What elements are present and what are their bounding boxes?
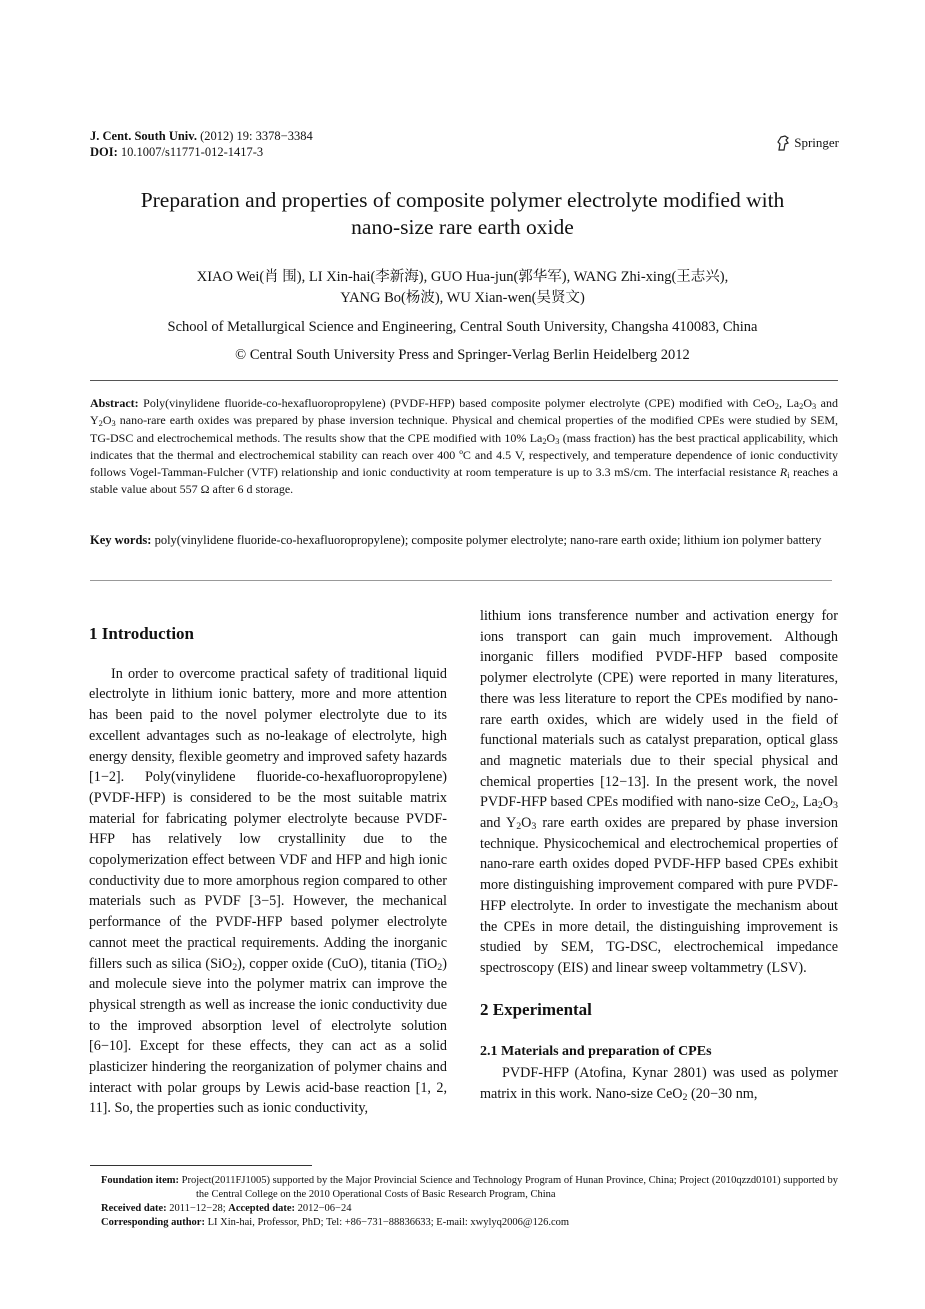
- foundation-item: [101, 1174, 838, 1202]
- keywords: [90, 531, 838, 549]
- paper-title: [60, 187, 865, 241]
- abstract-text: O: [546, 430, 556, 445]
- received-label: Received date:: [101, 1203, 167, 1214]
- divider-top: [90, 380, 838, 381]
- footnote-rule: [90, 1165, 312, 1166]
- subscript: 3: [111, 419, 116, 429]
- subscript: 3: [833, 800, 839, 812]
- paragraph-text: In order to overcome practical safety of traditional liquid electrolyte in lithium ionic battery, more and more attention has been paid to the novel polymer electrolyte due to its excellent advantages such as no-leakage of electrolyte, high energy density, flexible geometry and improved safety hazards [1−2]. Poly(vinylidene fluoride-co-hexafluoropropylene) (PVDF-HFP) is considered to be the most suitable matrix material for fabricating polymer electrolyte because PVDF-HFP has relatively low crystallinity due to the copolymerization effect between VDF and HFP and high ionic conductivity due to more amorphous region compared to other materials such as PVDF [3−5]. However, the mechanical performance of the PVDF-HFP based polymer electrolyte cannot meet the practical requirements. Adding the inorganic fillers such as silica (SiO: [89, 665, 447, 972]
- abstract: [90, 395, 838, 499]
- journal-header: [90, 128, 313, 160]
- paragraph-text: ) and molecule sieve into the polymer matrix can improve the physical strength as well as increase the ionic conductivity due to the improved absorption level of electrolyte solution [6−10]. Except for these effects, they can act as a solid plasticizer hindering the reorganization of polymer chains and interact with polar groups by Lewis acid-base reaction [1, 2, 11]. So, the properties such as ionic conductivity,: [89, 955, 447, 1117]
- abstract-text: , La: [778, 396, 800, 410]
- paragraph-text: lithium ions transference number and activation energy for ions transport can gain much improvement. Although inorganic fillers modified PVDF-HFP based composite polymer electrolyte (CPE) were reported in many literatures, there was less literature to report the CPEs modified by nano-rare earth oxides, which are widely used in the field of functional materials such as catalyst preparation, optical glass and magnetic materials due to their special physical and chemical properties [12−13]. In the present work, the novel PVDF-HFP based CPEs modified with nano-size CeO: [480, 608, 838, 811]
- intro-paragraph-continued: [480, 606, 838, 979]
- subscript: 2: [682, 1091, 688, 1103]
- subscript: 3: [811, 402, 817, 411]
- authors: [60, 267, 865, 309]
- subscript: 2: [516, 821, 522, 833]
- left-column: [89, 624, 447, 1119]
- doi-value: 10.1007/s11771-012-1417-3: [117, 145, 264, 159]
- subscript: 2: [790, 800, 796, 812]
- paragraph-text: and Y: [480, 815, 517, 832]
- abstract-text: (mass fraction) has the best practical applicability, which indicates that the thermal and electrochemical stability can reach over 400 ºC and 4.5 V, respectively, and temperature dependence of ionic conductivity follows Vogel-Tamman-Fulcher (VTF) relationship and ionic conductivity at room temperature is up to 3.3 mS/cm. The interfacial resistance: [90, 430, 838, 480]
- abstract-label: Abstract:: [90, 396, 139, 410]
- subscript: 3: [531, 821, 537, 833]
- paragraph-text: O: [822, 794, 834, 811]
- footnote: [101, 1174, 838, 1230]
- subscript: 2: [437, 961, 443, 973]
- authors-line-2: YANG Bo(杨波), WU Xian-wen(吴贤文): [340, 290, 585, 306]
- abstract-text: O: [803, 396, 812, 410]
- subscript: 2: [817, 800, 823, 812]
- dates: [101, 1202, 838, 1216]
- subscript: 2: [774, 402, 779, 411]
- abstract-text: and Y: [90, 396, 839, 428]
- paragraph-text: , La: [795, 794, 818, 811]
- subscript: 2: [542, 436, 547, 446]
- abstract-text: nano-rare earth oxides was prepared by phase inversion technique. Physical and chemical properties of the modified CPEs were studied by SEM, TG-DSC and electrochemical methods. The results show that the CPE modified with 10% La: [90, 413, 838, 445]
- intro-paragraph: [89, 664, 447, 1119]
- abstract-text: O: [102, 413, 112, 428]
- abstract-text: reaches a stable value about 557 Ω after 6 d storage.: [90, 465, 838, 497]
- subsection-heading-materials: 2.1 Materials and preparation of CPEs: [480, 1044, 712, 1060]
- journal-name: J. Cent. South Univ.: [90, 129, 197, 143]
- subscript: 2: [98, 419, 103, 429]
- right-column: [480, 606, 838, 1104]
- paragraph-text: O: [521, 815, 532, 832]
- paragraph-text: rare earth oxides are prepared by phase inversion technique. Physicochemical and electrochemical properties of nano-rare earth oxides doped PVDF-HFP based CPEs exhibit more distinguishing improvement compared with pure PVDF-HFP electrolyte. In order to investigate the mechanism about the CPEs in more detail, the distinguishing improvement is studied by SEM, TG-DSC, electrochemical impedance spectroscopy (EIS) and linear sweep voltammetry (LSV).: [480, 815, 838, 976]
- springer-logo: [776, 135, 839, 151]
- accepted-date: 2012−06−24: [295, 1203, 352, 1214]
- section-heading-experimental: 2 Experimental: [480, 999, 592, 1019]
- corresponding-label: Corresponding author:: [101, 1217, 205, 1228]
- paragraph-text: PVDF-HFP (Atofina, Kynar 2801) was used as polymer matrix in this work. Nano-size CeO: [480, 1065, 838, 1102]
- received-date: 2011−12−28;: [166, 1203, 229, 1214]
- subscript: i: [787, 471, 790, 481]
- corresponding-author: [101, 1216, 838, 1230]
- publisher-name: Springer: [794, 135, 839, 150]
- subscript: 2: [799, 402, 804, 411]
- foundation-text: Project(2011FJ1005) supported by the Major Provincial Science and Technology Program of Hunan Province, China; Project (2010qzzd0101) supported by the Central College on the 2010 Operational Costs of Basic Research Program, China: [178, 1175, 838, 1200]
- accepted-label: Accepted date:: [228, 1203, 296, 1214]
- divider-mid: [90, 580, 832, 581]
- foundation-label: Foundation item:: [101, 1175, 179, 1186]
- authors-line-1: XIAO Wei(肖 围), LI Xin-hai(李新海), GUO Hua-jun(郭华军), WANG Zhi-xing(王志兴),: [196, 269, 729, 285]
- subscript: 2: [232, 961, 238, 973]
- abstract-symbol: R: [779, 465, 788, 480]
- doi-label: DOI:: [90, 145, 118, 159]
- keywords-label: Key words:: [90, 533, 152, 547]
- corresponding-text: LI Xin-hai, Professor, PhD; Tel: +86−731−88836633; E-mail: xwylyq2006@126.com: [204, 1217, 570, 1228]
- paragraph-text: ), copper oxide (CuO), titania (TiO: [237, 955, 438, 972]
- keywords-text: poly(vinylidene fluoride-co-hexafluoropropylene); composite polymer electrolyte; nano-rare earth oxide; lithium ion polymer battery: [151, 533, 822, 547]
- affiliation: School of Metallurgical Science and Engineering, Central South University, Changsha 410083, China: [167, 319, 758, 335]
- subscript: 3: [555, 436, 560, 446]
- abstract-text: Poly(vinylidene fluoride-co-hexafluoropropylene) (PVDF-HFP) based composite polymer electrolyte (CPE) modified with CeO: [138, 396, 775, 410]
- title-line-1: Preparation and properties of composite polymer electrolyte modified with: [140, 188, 785, 212]
- journal-citation: (2012) 19: 3378−3384: [196, 129, 313, 143]
- title-line-2: nano-size rare earth oxide: [351, 215, 574, 239]
- paragraph-text: (20−30 nm,: [687, 1085, 758, 1102]
- springer-horse-icon: [776, 135, 790, 151]
- copyright: © Central South University Press and Springer-Verlag Berlin Heidelberg 2012: [235, 347, 690, 363]
- section-heading-introduction: 1 Introduction: [89, 624, 195, 643]
- materials-paragraph: [480, 1063, 838, 1104]
